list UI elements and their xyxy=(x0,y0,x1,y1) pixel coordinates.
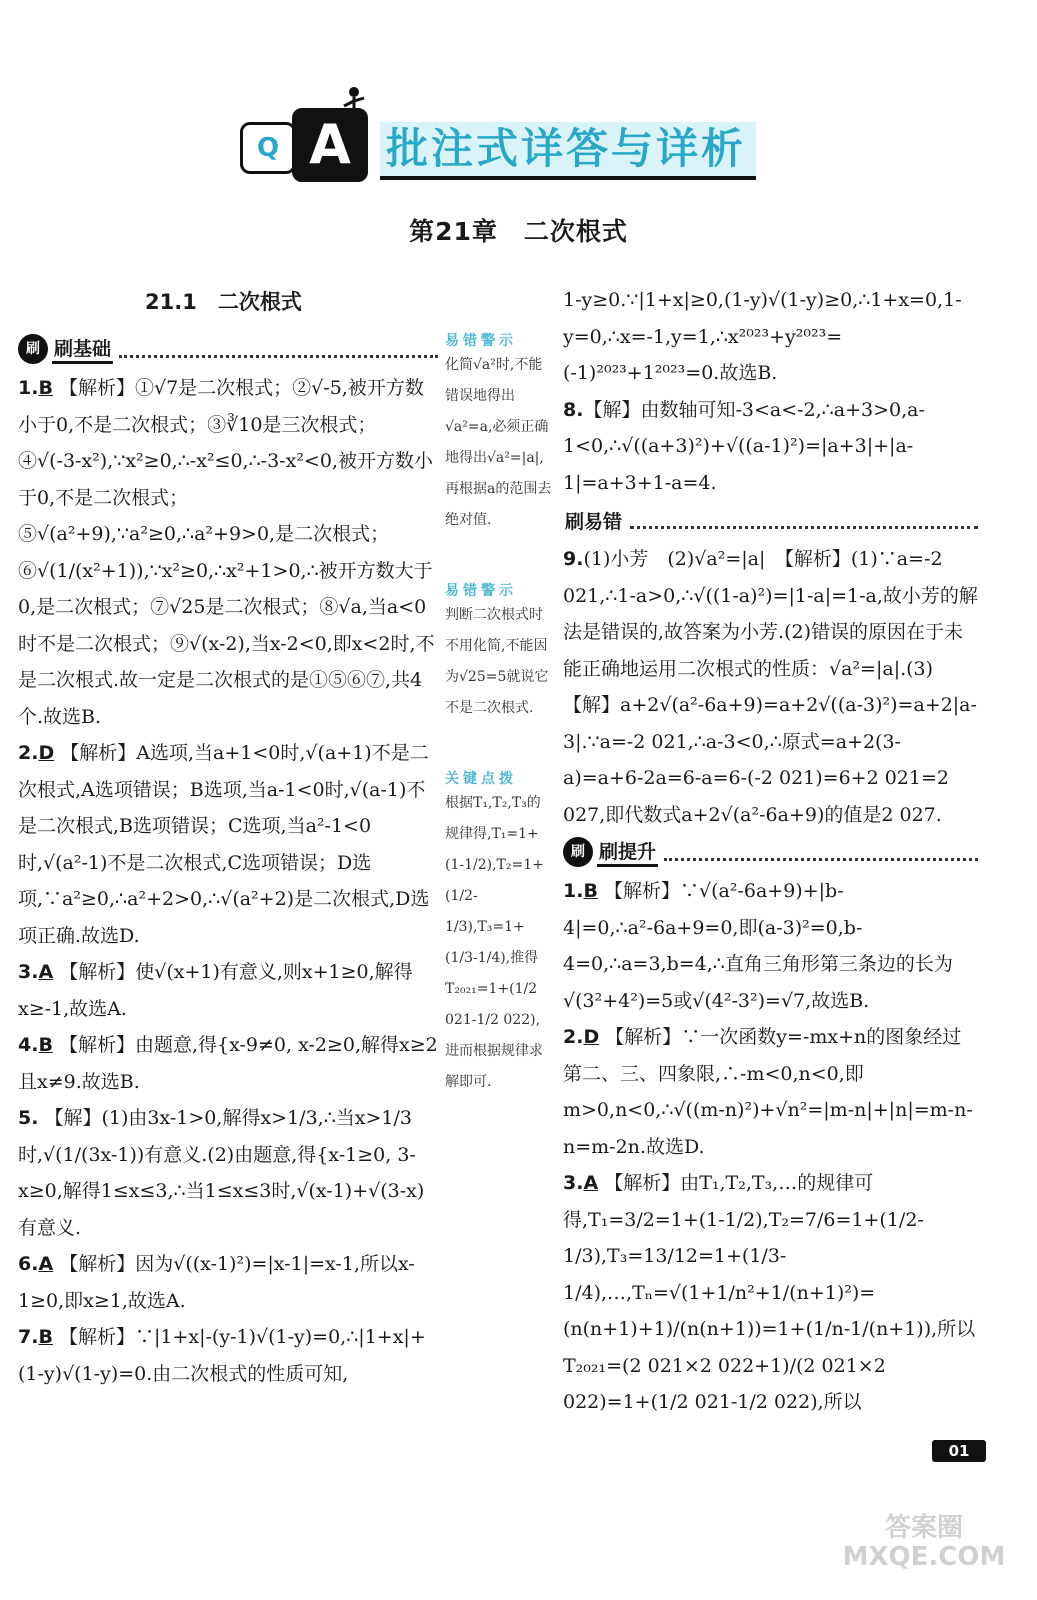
left-column xyxy=(18,330,438,1392)
watermark-logo: 答案圈 MXQE.COM xyxy=(842,1513,1006,1572)
improve-item-3: 3.A 【解析】由T₁,T₂,T₃,…的规律可得,T₁=3/2=1+(1-1/2),T₂=7/6=1+(1/2-1/3),T₃=13/12=1+(1/3-1/4),…,Tₙ=√(1+1/n²+1/(n+1)²)=(n(n+1)+1)/(n(n+1))=1+(1/n-1/(n+1)),所以T₂₀₂₁=(2 021×2 022+1)/(2 021×2 022)=1+(1/2 021-1/2 022),所以 xyxy=(563,1172,976,1413)
page-number: 01 xyxy=(932,1440,986,1462)
pencil-badge-icon: 刷 xyxy=(18,334,48,364)
tag-easy-mistake: 刷易错 xyxy=(563,505,978,535)
answer-item-6: 6.A 【解析】因为√((x-1)²)=|x-1|=x-1,所以x-1≥0,即x≥1,故选A. xyxy=(18,1253,415,1312)
note-title-1: 易错警示 xyxy=(445,333,517,349)
improve-item-2: 2.D 【解析】∵一次函数y=-mx+n的图象经过第二、三、四象限,∴-m<0,n<0,即m>0,n<0,∴√((m-n)²)+√n²=|m-n|+|n|=m-n-n=m-2n.故选D. xyxy=(563,1026,973,1158)
note-title-2: 易错警示 xyxy=(445,583,517,599)
answer-item-9: 9.(1)小芳 (2)√a²=|a| 【解析】(1)∵a=-2 021,∴1-a>0,∴√((1-a)²)=|1-a|=1-a,故小芳的解法是错误的,故答案为小芳.(2)错误的原因在于未能正确地运用二次根式的性质：√a²=|a|.(3)【解】a+2√(a²-6a+9)=a+2√((a-3)²)=a+2|a-3|.∵a=-2 021,∴a-3<0,∴原式=a+2(3-a)=a+6-2a=6-a=6-(-2 021)=6+2 021=2 027,即代数式a+2√(a²-6a+9)的值是2 027. xyxy=(563,548,978,826)
tag-basic: 刷 刷基础 xyxy=(18,334,438,364)
a-bubble-icon: A xyxy=(292,108,368,182)
answer-item-2: 2.D 【解析】A选项,当a+1<0时,√(a+1)不是二次根式,A选项错误；B选项,当a-1<0时,√(a-1)不是二次根式,B选项错误；C选项,当a²-1<0时,√(a²-1)不是二次根式,C选项错误；D选项,∵a²≥0,∴a²+2>0,∴√(a²+2)是二次根式,D选项正确.故选D. xyxy=(18,742,430,947)
chapter-title: 第21章 二次根式 xyxy=(409,217,628,246)
note-title-3: 关键点拨 xyxy=(445,771,517,787)
banner-title: 批注式详答与详析 xyxy=(380,122,756,180)
note-text-1: 化简√a²时,不能错误地得出√a²=a,必须正确地得出√a²=|a|,再根据a的范围去绝对值. xyxy=(445,357,552,528)
answer-item-5: 5. 【解】(1)由3x-1>0,解得x>1/3,∴当x>1/3时,√(1/(3x-1))有意义.(2)由题意,得{x-1≥0, 3-x≥0,解得1≤x≤3,∴当1≤x≤3时,√(x-1)+√(3-x)有意义. xyxy=(18,1107,425,1239)
improve-item-1: 1.B 【解析】∵√(a²-6a+9)+|b-4|=0,∴a²-6a+9=0,即(a-3)²=0,b-4=0,∴a=3,b=4,∴直角三角形第三条边的长为√(3²+4²)=5或√(4²-3²)=√7,故选B. xyxy=(563,880,953,1012)
qa-banner xyxy=(240,86,760,186)
margin-notes xyxy=(445,320,553,1098)
answer-item-7-cont: 1-y≥0.∵|1+x|≥0,(1-y)√(1-y)≥0,∴1+x=0,1-y=0,∴x=-1,y=1,∴x²⁰²³+y²⁰²³=(-1)²⁰²³+1²⁰²³=0.故选B. xyxy=(563,289,962,384)
answer-item-4: 4.B 【解析】由题意,得{x-9≠0, x-2≥0,解得x≥2且x≠9.故选B. xyxy=(18,1034,438,1093)
climbing-person-icon xyxy=(336,86,372,126)
answer-item-3: 3.A 【解析】使√(x+1)有意义,则x+1≥0,解得x≥-1,故选A. xyxy=(18,961,413,1020)
section-title: 21.1 二次根式 xyxy=(145,290,302,314)
note-text-3: 根据T₁,T₂,T₃的规律得,T₁=1+(1-1/2),T₂=1+(1/2-1/3),T₃=1+(1/3-1/4),推得T₂₀₂₁=1+(1/2 021-1/2 022),进而根据规律求解即可. xyxy=(445,795,544,1090)
right-column xyxy=(563,282,978,1421)
note-text-2: 判断二次根式时不用化简,不能因为√25=5就说它不是二次根式. xyxy=(445,607,549,716)
answer-item-7: 7.B 【解析】∵|1+x|-(y-1)√(1-y)=0,∴|1+x|+(1-y)√(1-y)=0.由二次根式的性质可知, xyxy=(18,1326,426,1385)
tag-improve: 刷 刷提升 xyxy=(563,837,978,867)
pencil-badge-icon: 刷 xyxy=(563,837,593,867)
q-bubble-icon: Q xyxy=(240,122,296,174)
answer-item-8: 8.【解】由数轴可知-3<a<-2,∴a+3>0,a-1<0,∴√((a+3)²)+√((a-1)²)=|a+3|+|a-1|=a+3+1-a=4. xyxy=(563,398,925,494)
answer-item-1: 1.B 【解析】①√7是二次根式；②√-5,被开方数小于0,不是二次根式；③∛10是三次根式；④√(-3-x²),∵x²≥0,∴-x²≤0,∴-3-x²<0,被开方数小于0,不是二次根式；⑤√(a²+9),∵a²≥0,∴a²+9>0,是二次根式；⑥√(1/(x²+1)),∵x²≥0,∴x²+1>0,∴被开方数大于0,是二次根式；⑦√25是二次根式；⑧√a,当a<0时不是二次根式；⑨√(x-2),当x-2<0,即x<2时,不是二次根式.故一定是二次根式的是①⑤⑥⑦,共4个.故选B. xyxy=(18,377,435,728)
